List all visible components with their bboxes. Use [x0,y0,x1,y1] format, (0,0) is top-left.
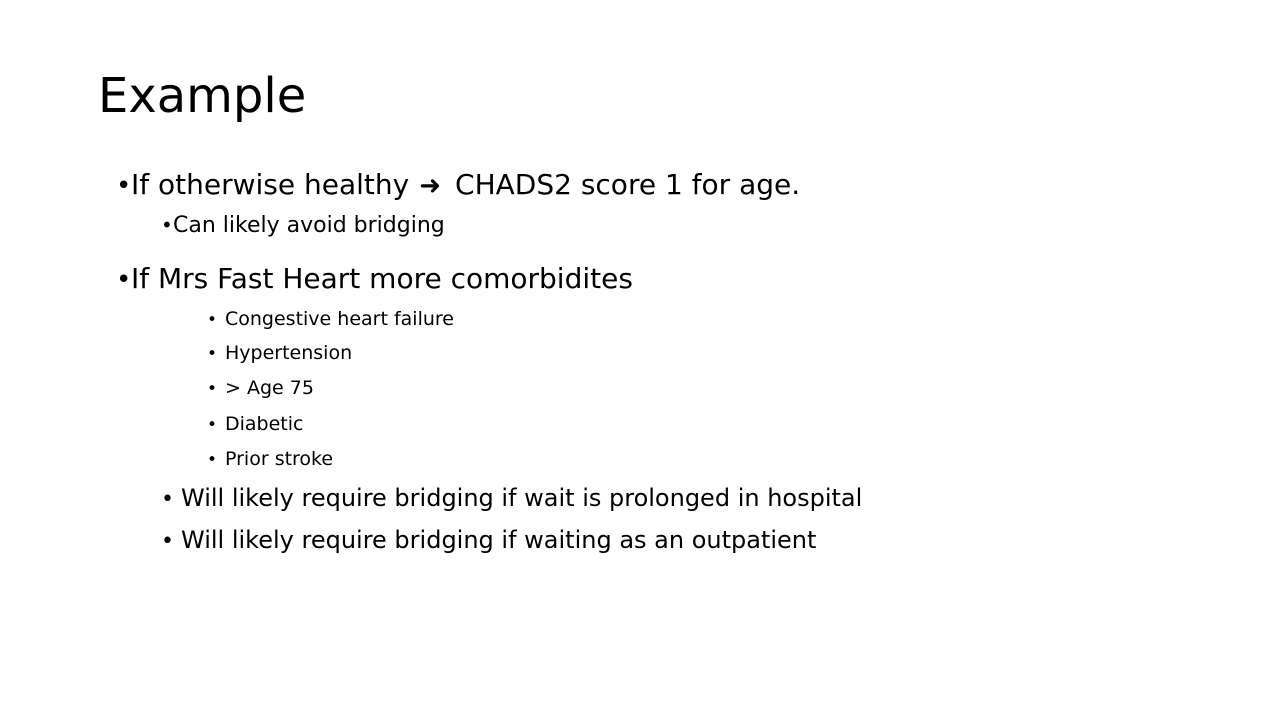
bullet-dot-icon: • [116,265,132,295]
arrow-right-icon: ➜ [419,171,442,201]
comorbidity-text: Congestive heart failure [225,308,454,330]
bullet-dot-icon: • [116,171,132,201]
bullet-text: Will likely require bridging if waiting as an outpatient [181,526,817,554]
bullet-dot-icon: • [207,344,218,364]
bullet-text: CHADS2 score 1 for age. [455,168,801,201]
bullet-dot-icon: • [161,213,173,237]
bullet-dot-icon: • [207,450,218,470]
comorbidity-item [207,308,454,330]
comorbidity-item [207,342,352,364]
comorbidity-item [207,377,314,399]
bullet-dot-icon: • [207,310,218,330]
bullet-otherwise-healthy [116,168,800,201]
bullet-dot-icon: • [207,415,218,435]
bullet-dot-icon: • [161,487,174,512]
bullet-text: Can likely avoid bridging [173,213,445,238]
bullet-text: If Mrs Fast Heart more comorbidites [131,262,633,295]
sub-bullet-prolonged-hospital [161,484,862,512]
bullet-text: Will likely require bridging if wait is prolonged in hospital [181,484,863,512]
comorbidity-text: Hypertension [225,342,353,364]
bullet-dot-icon: • [207,379,218,399]
comorbidity-text: > Age 75 [225,377,314,399]
comorbidity-item [207,413,303,435]
bullet-more-comorbidities [116,262,633,295]
comorbidity-text: Prior stroke [225,448,334,470]
comorbidity-item [207,448,333,470]
sub-bullet-avoid-bridging [161,213,445,238]
slide-title: Example [98,68,307,124]
bullet-dot-icon: • [161,529,174,554]
comorbidity-text: Diabetic [225,413,304,435]
sub-bullet-outpatient [161,526,816,554]
bullet-text: If otherwise healthy [131,168,410,201]
